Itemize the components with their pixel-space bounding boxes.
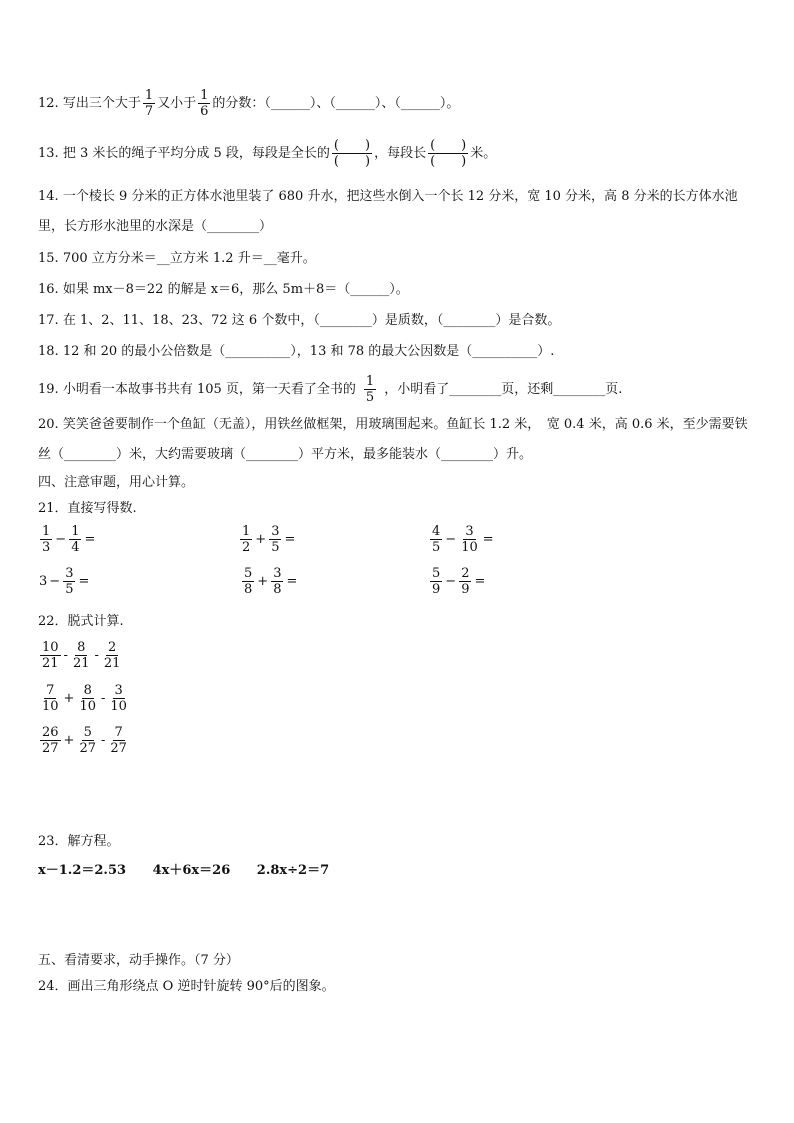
equals: = [482,532,494,547]
expression-row [38,640,124,671]
question-21-title: 21．直接写得数. [38,501,137,516]
equation: x－1.2＝2.53 [38,863,127,878]
fraction: $\frac{5}{9}$ [432,566,441,597]
calc-item [38,566,90,597]
question-17 [38,312,560,330]
operator: + [255,532,267,547]
calc-item [238,524,296,555]
calc-item [428,566,486,597]
fraction: $\frac{5}{8}$ [244,566,253,597]
fraction: $\frac{2}{9}$ [461,566,470,597]
question-text: 笑笑爸爸要制作一个鱼缸（无盖），用铁丝做框架，用玻璃围起来。鱼缸长 1.2 米， 宽 0.4 米，高 0.6 米，至少需要铁丝（________）米，大约需要玻璃（________）平方米，最多能装水（________）升。 [38,417,748,462]
question-20 [38,410,758,470]
fraction-blank: $\frac{( )}{( )}$ [430,138,467,169]
question-16 [38,281,409,299]
question-text: 的分数：（______）、（______）、（______）。 [212,96,460,111]
question-text: 写出三个大于 [62,96,141,111]
equals: = [474,574,486,589]
section-heading: 五、看清要求，动手操作。（7 分） [38,953,239,968]
question-text: 米。 [470,146,497,161]
fraction: $\frac{4}{5}$ [432,524,441,555]
expression-row [38,725,131,756]
equals: = [286,574,298,589]
question-number: 12. [38,96,59,111]
fraction: $\frac{5}{27}$ [79,725,96,756]
question-number: 15. [38,251,59,266]
fraction: $\frac{10}{21}$ [42,640,59,671]
equals: = [84,532,96,547]
fraction: $\frac{3}{10}$ [461,524,478,555]
question-number: 14. [38,189,59,204]
fraction: $\frac{1}{7}$ [144,88,154,119]
question-number: 16. [38,282,59,297]
fraction: $\frac{1}{5}$ [365,374,375,405]
fraction: $\frac{7}{10}$ [42,683,59,714]
question-number: 19. [38,382,59,397]
question-22-title: 22．脱式计算. [38,614,124,629]
operator: − [49,574,61,589]
operator: - [101,733,106,748]
calc-item [428,524,495,555]
calc-item [38,524,96,555]
question-text: 如果 mx－8＝22 的解是 x＝6，那么 5m＋8＝（______）。 [62,282,409,297]
fraction: $\frac{1}{3}$ [42,524,51,555]
fraction-blank: $\frac{( )}{( )}$ [333,138,371,169]
fraction: $\frac{26}{27}$ [42,725,59,756]
fraction: $\frac{1}{6}$ [200,88,209,119]
question-23-title: 23．解方程。 [38,834,120,849]
calc-item [240,566,298,597]
question-number: 17. [38,313,59,328]
question-text: 一个棱长 9 分米的正方体水池里装了 680 升水，把这些水倒入一个长 12 分米，宽 10 分米，高 8 分米的长方体水池里，长方形水池里的水深是（________） [38,189,738,234]
question-13 [38,138,496,169]
fraction: $\frac{3}{8}$ [273,566,282,597]
equals: = [78,574,90,589]
equation: 2.8x÷2＝7 [256,863,330,878]
question-14 [38,182,758,242]
equation: 4x＋6x＝26 [152,863,231,878]
question-24: 24．画出三角形绕点 O 逆时针旋转 90°后的图象。 [38,979,335,994]
fraction: $\frac{3}{5}$ [271,524,280,555]
operator: + [257,574,269,589]
fraction: $\frac{3}{10}$ [110,683,127,714]
question-number: 20. [38,417,59,432]
question-12 [38,88,459,119]
question-19 [38,374,622,405]
question-number: 18. [38,344,59,359]
operator: + [63,733,75,748]
question-text: 小明看一本故事书共有 105 页，第一天看了全书的 [62,382,356,397]
operator: − [445,532,457,547]
fraction: $\frac{1}{4}$ [71,524,80,555]
whole-number: 3 [39,574,48,589]
operator: − [55,532,67,547]
operator: - [101,691,106,706]
question-text: 又小于 [157,96,197,111]
question-number: 13. [38,146,59,161]
question-text: ，小明看了________页，还剩________页. [384,382,623,397]
operator: − [445,574,457,589]
expression-row [38,683,131,714]
question-text: 在 1、2、11、18、23、72 这 6 个数中，（________）是质数，（________）是合数。 [62,313,561,328]
operator: - [94,648,99,663]
question-text: 700 立方分米＝__立方米 1.2 升＝__毫升。 [62,251,316,266]
question-18 [38,343,554,361]
fraction: $\frac{3}{5}$ [65,566,74,597]
question-text: 把 3 米长的绳子平均分成 5 段，每段是全长的 [62,146,330,161]
question-text: 12 和 20 的最小公倍数是（__________），13 和 78 的最大公因数是（__________）. [62,344,555,359]
section-heading: 四、注意审题，用心计算。 [38,475,195,490]
equations-row [38,862,329,880]
fraction: $\frac{8}{10}$ [79,683,96,714]
operator: + [63,691,75,706]
question-15 [38,250,316,268]
fraction: $\frac{2}{21}$ [103,640,121,671]
fraction: $\frac{8}{21}$ [72,640,90,671]
fraction: $\frac{7}{27}$ [110,725,127,756]
question-text: ，每段长 [374,146,427,161]
operator: - [63,648,68,663]
fraction: $\frac{1}{2}$ [242,524,251,555]
equals: = [284,532,296,547]
